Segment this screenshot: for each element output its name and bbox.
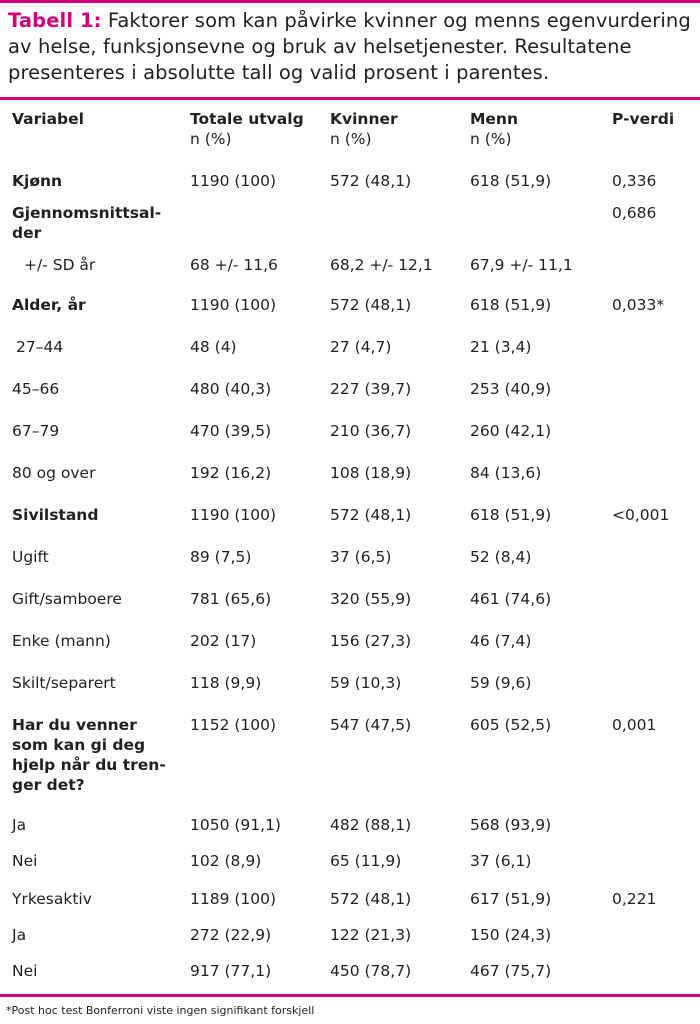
data-table <box>0 104 700 993</box>
row-label: Ja <box>12 816 27 834</box>
table-row <box>0 337 700 379</box>
row-label: Har du venner som kan gi deg hjelp når du tren- ger det? <box>12 716 166 794</box>
row-label: 45–66 <box>12 380 60 398</box>
cell-p-verdi <box>600 925 700 961</box>
cell-p-verdi: 0,336 <box>612 172 657 190</box>
table-row <box>0 379 700 421</box>
cell-totale: 1189 (100) <box>190 890 277 908</box>
cell-menn: 52 (8,4) <box>470 548 532 566</box>
cell-p-verdi: <0,001 <box>612 506 670 524</box>
row-label: Gjennomsnittsal- der <box>12 204 162 242</box>
cell-kvinner: 572 (48,1) <box>330 506 412 524</box>
cell-kvinner: 227 (39,7) <box>330 380 412 398</box>
table-row <box>0 505 700 547</box>
cell-menn: 46 (7,4) <box>470 632 532 650</box>
table-row <box>0 815 700 851</box>
header-menn: Menn n (%) <box>470 110 519 148</box>
header-kvinner: Kvinner n (%) <box>330 110 398 148</box>
table-row <box>0 631 700 673</box>
cell-p-verdi: 0,686 <box>612 204 657 222</box>
row-label: 27–44 <box>16 338 64 356</box>
row-label: Kjønn <box>12 172 63 190</box>
header-p-verdi: P-verdi <box>612 110 675 128</box>
table-row <box>0 295 700 337</box>
cell-totale: 272 (22,9) <box>190 926 272 944</box>
cell-menn: 618 (51,9) <box>470 172 552 190</box>
cell-menn: 605 (52,5) <box>470 716 552 734</box>
cell-totale: 470 (39,5) <box>190 422 272 440</box>
table-row <box>0 421 700 463</box>
cell-p-verdi <box>600 589 700 631</box>
cell-kvinner: 482 (88,1) <box>330 816 412 834</box>
cell-menn: 253 (40,9) <box>470 380 552 398</box>
cell-totale: 1190 (100) <box>190 296 277 314</box>
table-bottom-rule <box>0 994 700 997</box>
cell-totale: 118 (9,9) <box>190 674 262 692</box>
cell-p-verdi <box>600 337 700 379</box>
cell-kvinner: 156 (27,3) <box>330 632 412 650</box>
header-totale: Totale utvalg n (%) <box>190 110 304 148</box>
cell-menn: 260 (42,1) <box>470 422 552 440</box>
cell-totale <box>178 203 318 255</box>
cell-menn: 461 (74,6) <box>470 590 552 608</box>
cell-kvinner: 122 (21,3) <box>330 926 412 944</box>
table-footnote: *Post hoc test Bonferroni viste ingen signifikant forskjell <box>6 1004 315 1017</box>
table-row <box>0 171 700 203</box>
cell-p-verdi: 0,001 <box>612 716 657 734</box>
table-row <box>0 255 700 295</box>
row-label: Alder, år <box>12 296 86 314</box>
table-caption-lead: Tabell 1: <box>8 9 102 32</box>
row-label: Enke (mann) <box>12 632 111 650</box>
cell-totale: 48 (4) <box>190 338 237 356</box>
table-caption <box>8 8 694 86</box>
table-row <box>0 673 700 715</box>
cell-p-verdi <box>600 851 700 889</box>
top-accent-rule <box>0 0 700 3</box>
row-label: Ugift <box>12 548 49 566</box>
cell-menn: 618 (51,9) <box>470 506 552 524</box>
cell-totale: 480 (40,3) <box>190 380 272 398</box>
table-row <box>0 925 700 961</box>
table-row <box>0 589 700 631</box>
row-label: Sivilstand <box>12 506 99 524</box>
row-label: Nei <box>12 852 38 870</box>
cell-kvinner: 572 (48,1) <box>330 296 412 314</box>
header-variabel: Variabel <box>12 110 84 128</box>
cell-totale: 1050 (91,1) <box>190 816 281 834</box>
cell-menn: 59 (9,6) <box>470 674 532 692</box>
cell-p-verdi <box>600 421 700 463</box>
cell-totale: 781 (65,6) <box>190 590 272 608</box>
table-row <box>0 889 700 925</box>
table-row <box>0 851 700 889</box>
header-row <box>0 104 700 171</box>
cell-menn: 37 (6,1) <box>470 852 532 870</box>
row-label: 67–79 <box>12 422 60 440</box>
cell-p-verdi <box>600 547 700 589</box>
cell-menn: 618 (51,9) <box>470 296 552 314</box>
cell-totale: 102 (8,9) <box>190 852 262 870</box>
cell-totale: 917 (77,1) <box>190 962 272 980</box>
cell-kvinner: 68,2 +/- 12,1 <box>330 256 433 274</box>
table-row <box>0 961 700 993</box>
cell-kvinner: 547 (47,5) <box>330 716 412 734</box>
cell-p-verdi <box>600 673 700 715</box>
cell-p-verdi <box>600 255 700 295</box>
table-row <box>0 547 700 589</box>
cell-kvinner: 27 (4,7) <box>330 338 392 356</box>
table-caption-text: Faktorer som kan påvirke kvinner og menns egenvurdering av helse, funksjonsevne og bruk av helsetjenester. Resultatene presenteres i absolutte tall og valid prosent i parentes. <box>8 9 691 84</box>
cell-totale: 1190 (100) <box>190 172 277 190</box>
cell-menn: 84 (13,6) <box>470 464 542 482</box>
cell-p-verdi <box>600 815 700 851</box>
cell-kvinner: 320 (55,9) <box>330 590 412 608</box>
cell-totale: 89 (7,5) <box>190 548 252 566</box>
row-label: 80 og over <box>12 464 96 482</box>
cell-kvinner: 59 (10,3) <box>330 674 402 692</box>
row-label: Nei <box>12 962 38 980</box>
cell-menn: 21 (3,4) <box>470 338 532 356</box>
cell-p-verdi <box>600 961 700 993</box>
cell-p-verdi <box>600 379 700 421</box>
row-label: +/- SD år <box>24 256 96 274</box>
row-label: Yrkesaktiv <box>12 890 92 908</box>
cell-p-verdi: 0,221 <box>612 890 657 908</box>
cell-kvinner: 572 (48,1) <box>330 890 412 908</box>
row-label: Ja <box>12 926 27 944</box>
table-row <box>0 203 700 255</box>
cell-menn: 67,9 +/- 11,1 <box>470 256 573 274</box>
cell-totale: 192 (16,2) <box>190 464 272 482</box>
cell-kvinner <box>318 203 458 255</box>
cell-kvinner: 450 (78,7) <box>330 962 412 980</box>
cell-kvinner: 37 (6,5) <box>330 548 392 566</box>
cell-menn: 467 (75,7) <box>470 962 552 980</box>
row-label: Skilt/separert <box>12 674 116 692</box>
cell-kvinner: 572 (48,1) <box>330 172 412 190</box>
cell-kvinner: 108 (18,9) <box>330 464 412 482</box>
cell-kvinner: 210 (36,7) <box>330 422 412 440</box>
cell-menn: 568 (93,9) <box>470 816 552 834</box>
cell-totale: 1190 (100) <box>190 506 277 524</box>
cell-kvinner: 65 (11,9) <box>330 852 402 870</box>
cell-totale: 68 +/- 11,6 <box>190 256 278 274</box>
caption-divider <box>0 97 700 100</box>
row-label: Gift/samboere <box>12 590 122 608</box>
cell-menn: 150 (24,3) <box>470 926 552 944</box>
cell-p-verdi: 0,033* <box>612 296 665 314</box>
cell-p-verdi <box>600 463 700 505</box>
table-row <box>0 715 700 815</box>
cell-totale: 1152 (100) <box>190 716 277 734</box>
cell-menn <box>458 203 600 255</box>
table-row <box>0 463 700 505</box>
cell-menn: 617 (51,9) <box>470 890 552 908</box>
cell-p-verdi <box>600 631 700 673</box>
cell-totale: 202 (17) <box>190 632 257 650</box>
